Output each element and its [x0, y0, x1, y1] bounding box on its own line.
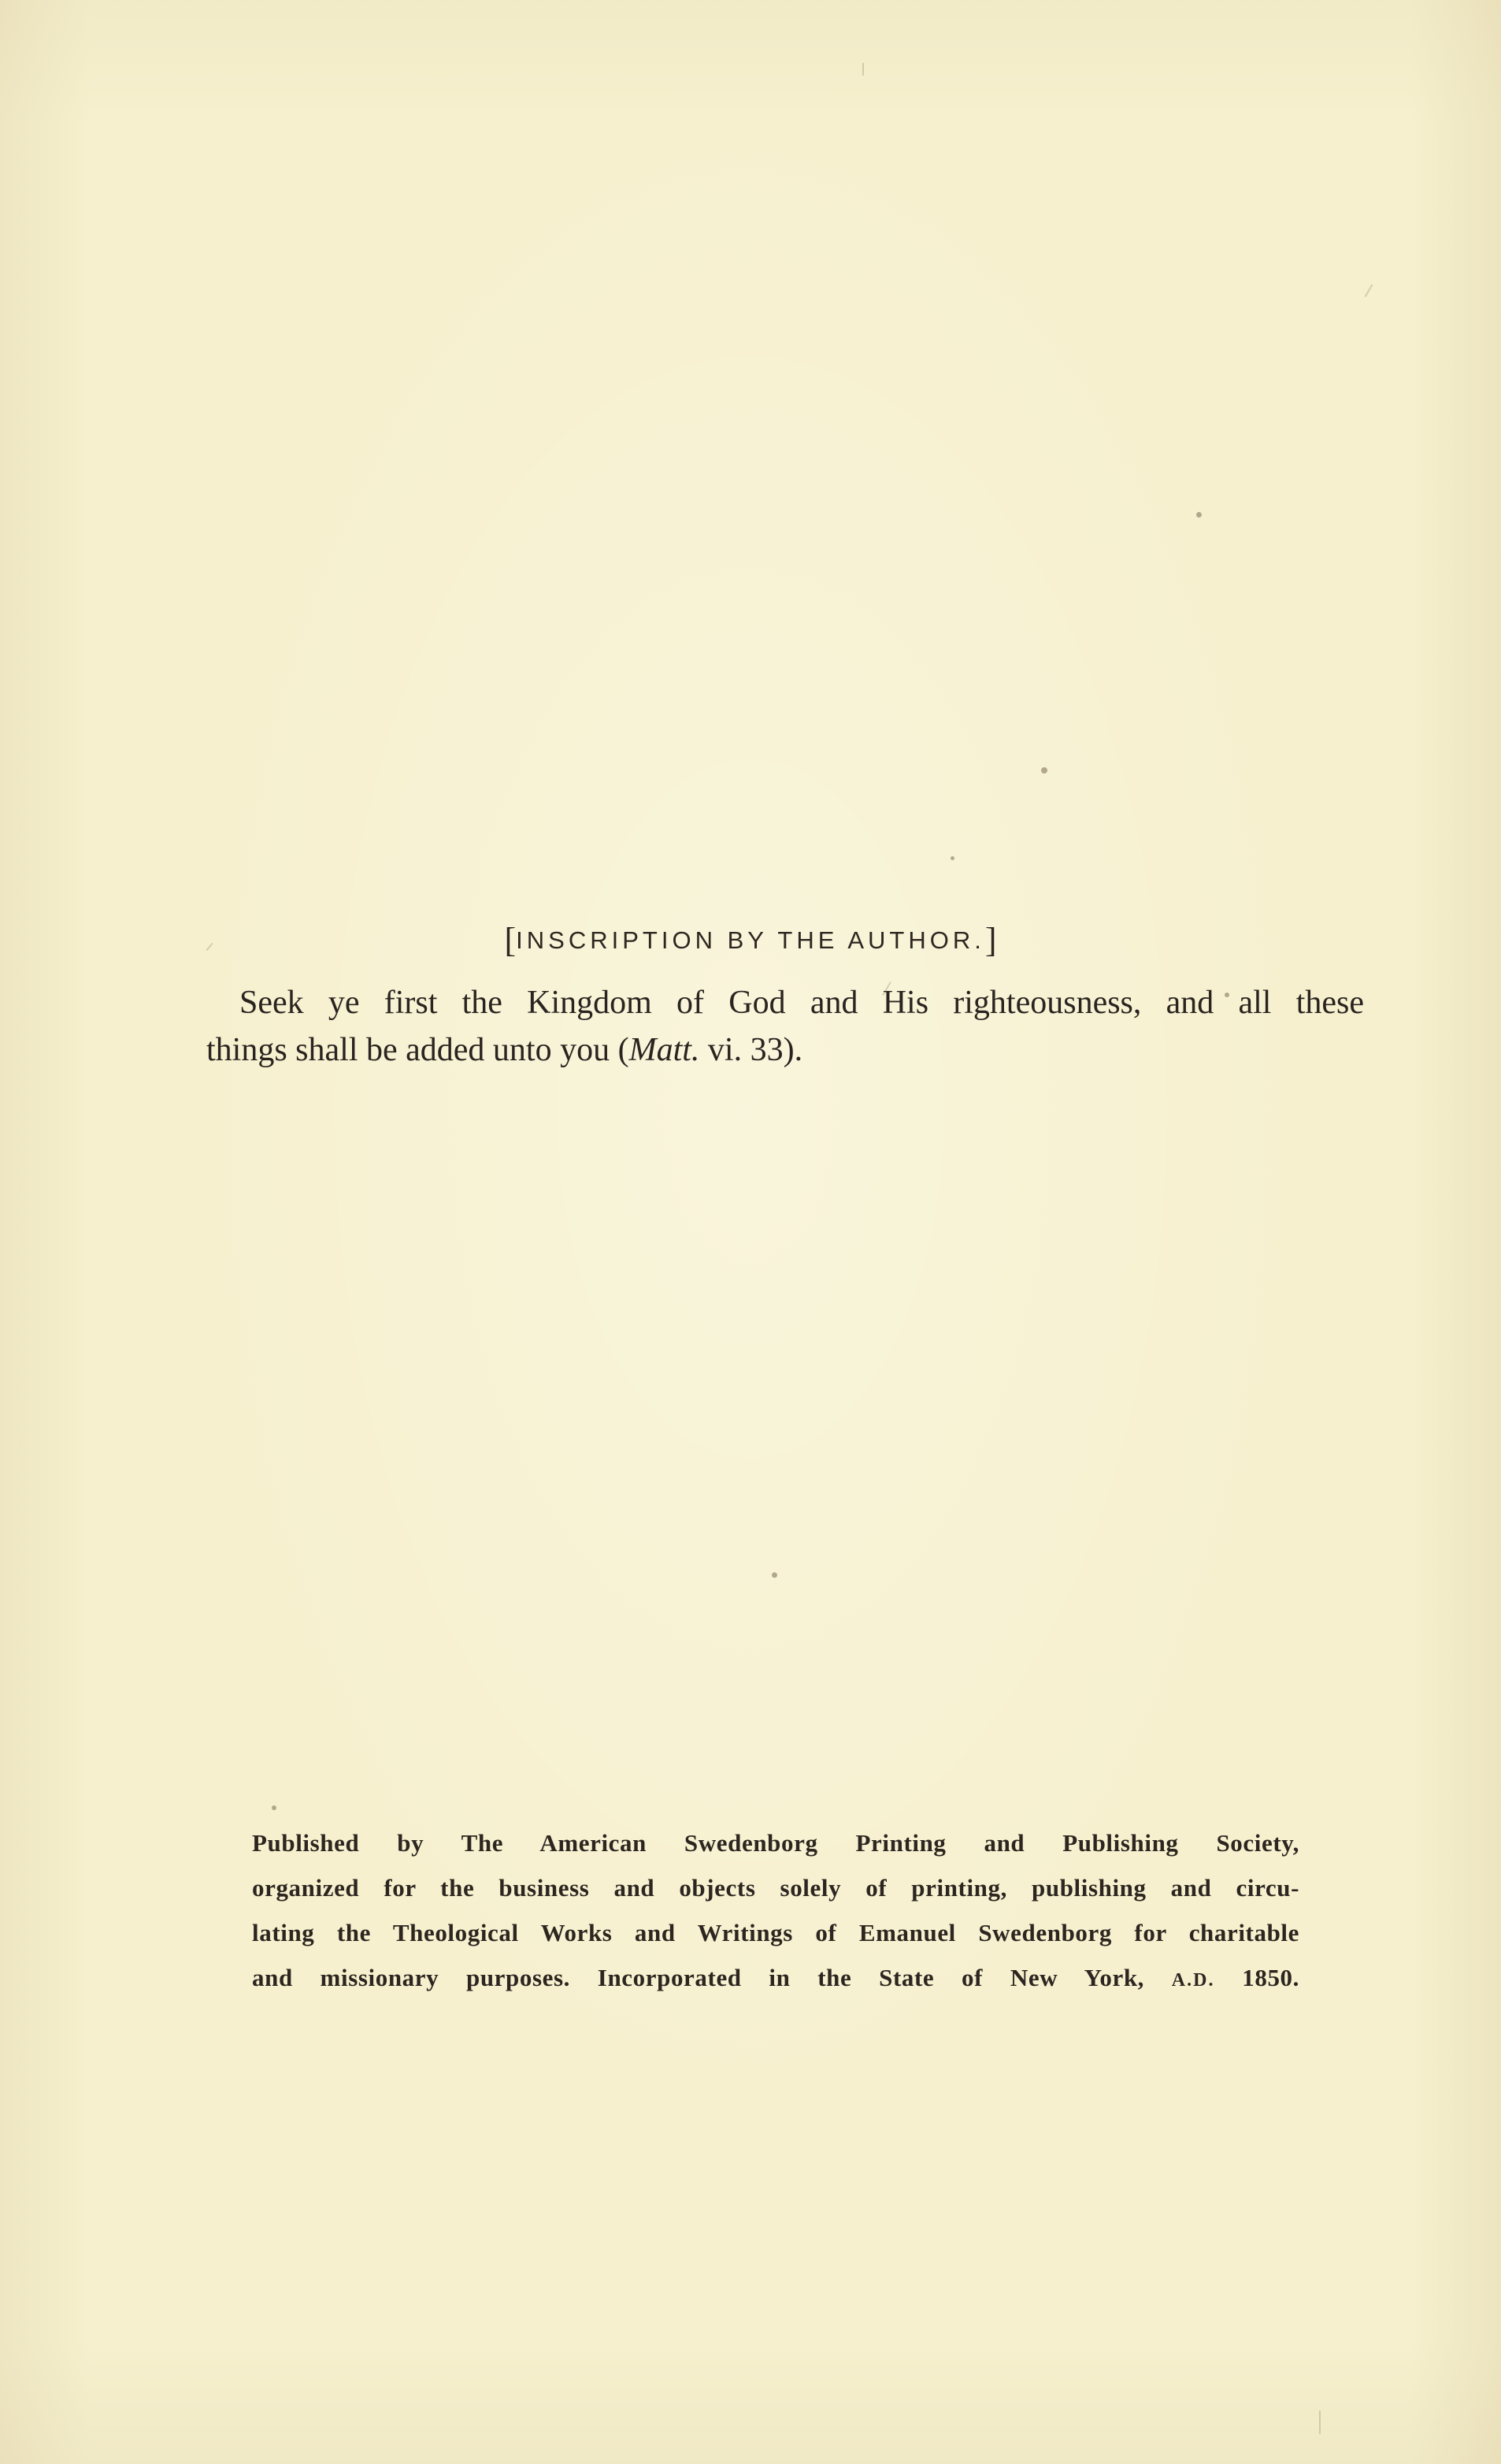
inscription-text: INSCRIPTION BY THE AUTHOR.	[516, 926, 985, 954]
paper-mark	[862, 63, 864, 76]
quote-line-1: Seek ye first the Kingdom of God and His righteousness, and all these	[239, 985, 1364, 1021]
publisher-year: 1850.	[1214, 1964, 1299, 1991]
paper-speck	[272, 1805, 276, 1810]
paper-mark	[1365, 284, 1373, 298]
open-bracket: [	[504, 921, 517, 959]
paper-speck	[951, 856, 954, 860]
quote-line-2-text: things shall be added unto you (	[206, 1032, 629, 1068]
publisher-line-3: lating the Theological Works and Writings of Emanuel Swedenborg for charitable	[252, 1919, 1299, 1946]
publisher-line-2: organized for the business and objects solely of printing, publishing and circu-	[252, 1874, 1299, 1902]
scripture-quote	[206, 979, 1364, 1074]
publisher-line-1: Published by The American Swedenborg Printing and Publishing Society,	[252, 1829, 1299, 1857]
close-bracket: ]	[984, 921, 997, 959]
paper-speck	[772, 1572, 777, 1578]
publisher-line-4	[252, 1955, 1299, 2003]
inscription-heading	[0, 920, 1501, 960]
publisher-note	[252, 1820, 1299, 2003]
publisher-line-4-text: and missionary purposes. Incorporated in the State of New York,	[252, 1964, 1172, 1991]
publisher-era: A.D.	[1171, 1970, 1215, 1991]
paper-mark	[1319, 2410, 1321, 2434]
paper-speck	[1196, 512, 1202, 518]
quote-reference-verse: vi. 33).	[699, 1032, 803, 1068]
quote-line-2	[206, 1026, 1364, 1074]
paper-speck	[1041, 767, 1047, 774]
quote-reference-book: Matt.	[628, 1032, 700, 1068]
